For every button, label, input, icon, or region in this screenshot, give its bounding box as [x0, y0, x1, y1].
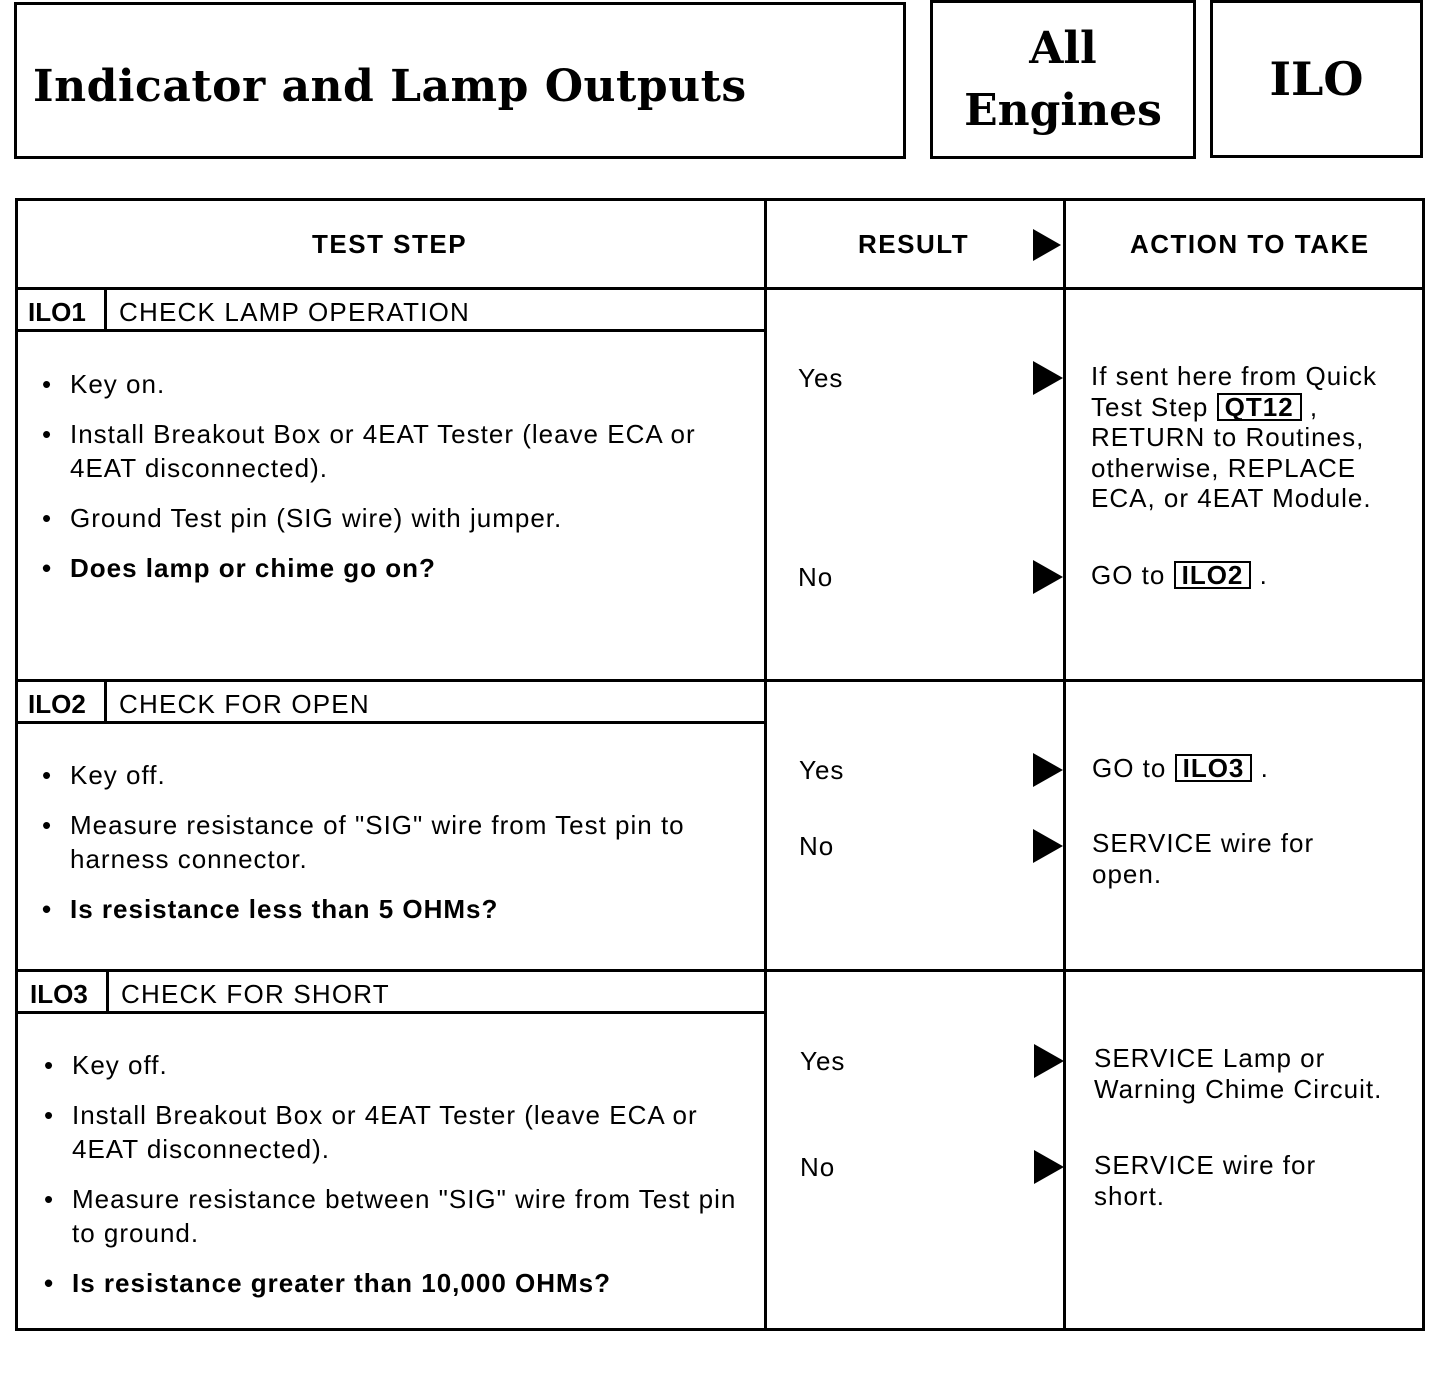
section-code: ILO	[1269, 52, 1364, 106]
title-box	[14, 2, 906, 159]
step-ref-ilo2[interactable]: ILO2	[1174, 561, 1252, 589]
action-text: SERVICE wire for open.	[1092, 828, 1315, 889]
row-divider	[18, 679, 1422, 682]
header-divider	[18, 287, 1422, 290]
step-title-divider	[18, 721, 764, 724]
header-result: RESULT	[858, 229, 970, 259]
step-id-divider	[104, 681, 107, 723]
step-bullets	[20, 1048, 740, 1316]
action-text-pre: GO to	[1092, 753, 1167, 783]
arrow-right-icon	[1033, 560, 1063, 594]
step-id-divider	[104, 289, 107, 331]
header-arrow-icon	[1033, 229, 1061, 261]
bullet-item: • Measure resistance of "SIG" wire from Test pin to harness connector.	[18, 808, 718, 876]
arrow-right-icon	[1033, 361, 1063, 395]
action-text	[1091, 361, 1411, 514]
step-id: ILO2	[28, 689, 86, 719]
result-yes: Yes	[799, 755, 845, 785]
bullet-item: • Key off.	[20, 1048, 740, 1082]
engines-box	[930, 0, 1196, 159]
step-bullets	[18, 367, 718, 601]
action-text	[1092, 753, 1412, 784]
action-text-post: .	[1259, 560, 1268, 590]
result-yes: Yes	[800, 1046, 846, 1076]
step-id: ILO3	[30, 979, 88, 1009]
step-id: ILO1	[28, 297, 86, 327]
action-text-post: .	[1260, 753, 1269, 783]
test-table	[15, 198, 1425, 1331]
step-id-divider	[106, 971, 109, 1013]
step-title: CHECK LAMP OPERATION	[119, 297, 470, 327]
action-text	[1091, 560, 1411, 591]
step-title-divider	[18, 1011, 764, 1014]
arrow-right-icon	[1034, 1044, 1064, 1078]
arrow-right-icon	[1033, 753, 1063, 787]
step-title: CHECK FOR SHORT	[121, 979, 390, 1009]
page-title: Indicator and Lamp Outputs	[33, 61, 747, 112]
bullet-item: • Install Breakout Box or 4EAT Tester (leave ECA or 4EAT disconnected).	[20, 1098, 740, 1166]
bullet-item: • Key on.	[18, 367, 718, 401]
section-code-box	[1210, 0, 1423, 158]
step-title-divider	[18, 329, 764, 332]
action-text-pre: If sent here from Quick Test Step	[1091, 361, 1377, 422]
engines-label: All Engines	[964, 22, 1162, 136]
column-divider-result	[764, 201, 767, 1328]
result-no: No	[800, 1152, 836, 1182]
result-yes: Yes	[798, 363, 844, 393]
bullet-item: • Install Breakout Box or 4EAT Tester (leave ECA or 4EAT disconnected).	[18, 417, 718, 485]
bullet-item: • Ground Test pin (SIG wire) with jumper.	[18, 501, 718, 535]
step-ref-qt12[interactable]: QT12	[1217, 393, 1302, 421]
step-ref-ilo3[interactable]: ILO3	[1175, 754, 1253, 782]
result-no: No	[798, 562, 834, 592]
bullet-question: • Is resistance less than 5 OHMs?	[18, 892, 718, 926]
action-text-pre: GO to	[1091, 560, 1166, 590]
action-text-post: , RETURN to Routines, otherwise, REPLACE ECA, or 4EAT Module.	[1091, 391, 1372, 513]
step-title: CHECK FOR OPEN	[119, 689, 370, 719]
bullet-item: • Measure resistance between "SIG" wire from Test pin to ground.	[20, 1182, 740, 1250]
header-test-step: TEST STEP	[312, 229, 468, 259]
header-action: ACTION TO TAKE	[1130, 229, 1370, 259]
action-text: SERVICE Lamp or Warning Chime Circuit.	[1094, 1043, 1383, 1104]
row-divider	[18, 969, 1422, 972]
arrow-right-icon	[1034, 1150, 1064, 1184]
bullet-question: • Is resistance greater than 10,000 OHMs?	[20, 1266, 740, 1300]
bullet-question: • Does lamp or chime go on?	[18, 551, 718, 585]
action-text: SERVICE wire for short.	[1094, 1150, 1317, 1211]
result-no: No	[799, 831, 835, 861]
step-bullets	[18, 758, 718, 942]
bullet-item: • Key off.	[18, 758, 718, 792]
arrow-right-icon	[1033, 829, 1063, 863]
